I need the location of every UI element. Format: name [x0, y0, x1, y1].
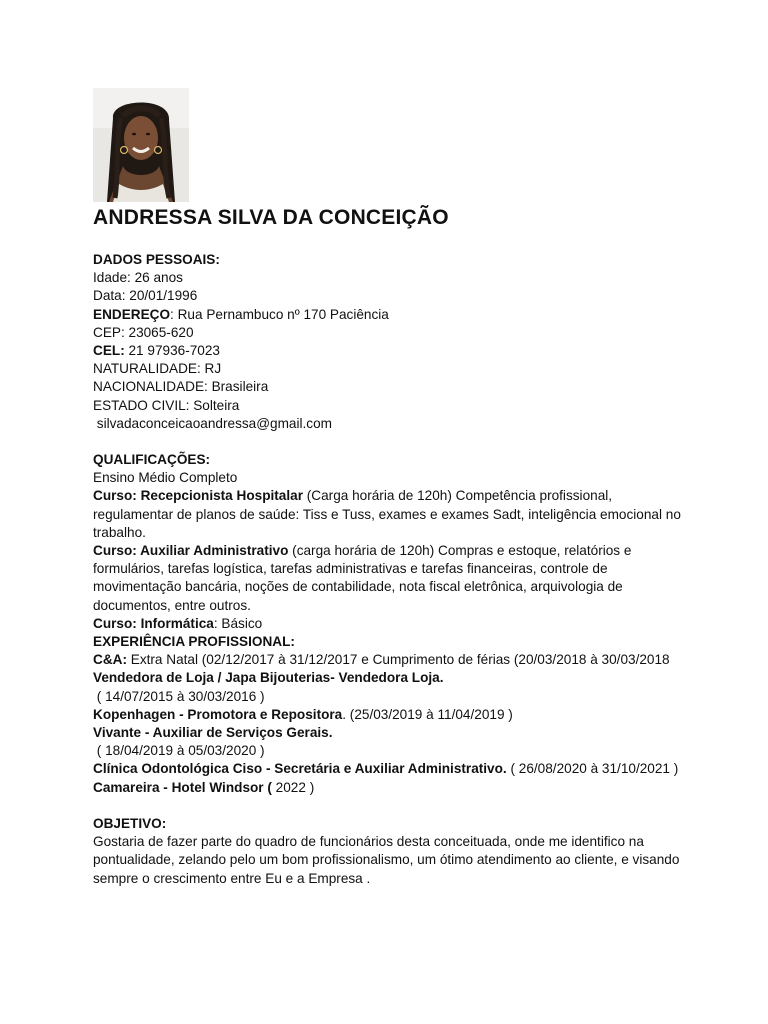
- estado-civil: ESTADO CIVIL: Solteira: [93, 397, 240, 413]
- experience-cea-dates: ( 14/07/2015 à 30/03/2016 ): [93, 688, 265, 704]
- experience-kopenhagen: Kopenhagen - Promotora e Repositora. (25/03/2019 à 11/04/2019 ): [93, 706, 513, 722]
- course-informatica: Curso: Informática: Básico: [93, 615, 263, 631]
- personal-heading: DADOS PESSOAIS:: [93, 252, 220, 267]
- address: ENDEREÇO: Rua Pernambuco nº 170 Paciência: [93, 306, 389, 322]
- course-recepcionista: Curso: Recepcionista Hospitalar (Carga horária de 120h) Competência profissional, regulamentar de planos de saúde: Tiss e Tuss, exames e exames Sadt, inteligência emocional no trabalho.: [93, 488, 681, 540]
- experience-cea: C&A: Extra Natal (02/12/2017 à 31/12/2017 e Cumprimento de férias (20/03/2018 à 30/03/2018 Vendedora de Loja / Japa Bijouterias- Vendedora Loja.: [93, 652, 670, 686]
- email: silvadaconceicaoandressa@gmail.com: [93, 415, 332, 431]
- experience-vivante-dates: ( 18/04/2019 à 05/03/2020 ): [93, 743, 265, 759]
- candidate-name: ANDRESSA SILVA DA CONCEIÇÃO: [93, 206, 449, 229]
- experience-hotel: Camareira - Hotel Windsor ( 2022 ): [93, 779, 315, 795]
- birth-date: Data: 20/01/1996: [93, 288, 198, 304]
- objective-text: Gostaria de fazer parte do quadro de funcionários desta conceituada, onde me identifico na pontualidade, zelando pelo um bom profissionalismo, um ótimo atendimento ao cliente, e visando sempre o crescimento entre Eu e a Empresa .: [93, 834, 680, 886]
- phone: CEL: 21 97936-7023: [93, 343, 220, 359]
- experience-heading: EXPERIÊNCIA PROFISSIONAL:: [93, 634, 295, 650]
- experience-vivante: Vivante - Auxiliar de Serviços Gerais.: [93, 725, 333, 741]
- cep: CEP: 23065-620: [93, 324, 194, 340]
- age: Idade: 26 anos: [93, 270, 183, 286]
- course-auxiliar-administrativo: Curso: Auxiliar Administrativo (carga horária de 120h) Compras e estoque, relatórios e formulários, tarefas logística, tarefas administrativas e tarefas financeiras, controle de movimentação bancária, noções de contabilidade, nota fiscal eletrônica, arquivologia de documentos, entre outros.: [93, 543, 632, 613]
- objective-heading: OBJETIVO:: [93, 815, 167, 831]
- nacionalidade: NACIONALIDADE: Brasileira: [93, 379, 269, 395]
- resume-page: [93, 88, 683, 888]
- experience-ciso: Clínica Odontológica Ciso - Secretária e Auxiliar Administrativo. ( 26/08/2020 à 31/10/2021 ): [93, 761, 679, 777]
- naturalidade: NATURALIDADE: RJ: [93, 361, 222, 377]
- qualifications-heading: QUALIFICAÇÕES:: [93, 452, 211, 468]
- education: Ensino Médio Completo: [93, 470, 238, 486]
- profile-photo: [93, 88, 189, 202]
